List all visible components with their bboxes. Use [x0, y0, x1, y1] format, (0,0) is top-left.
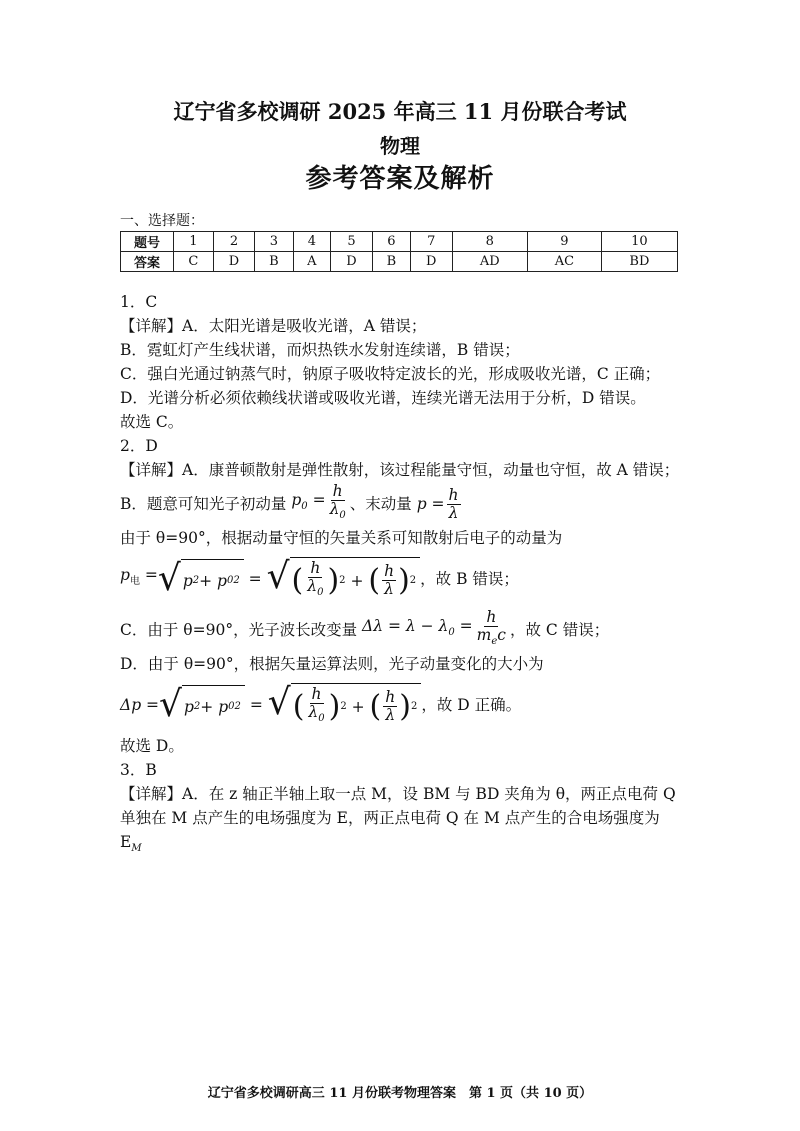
- table-cell: 7: [411, 232, 452, 252]
- table-cell: AC: [528, 252, 602, 272]
- fraction-h-over-mec: $\frac{h}{m_ec}$: [476, 608, 506, 648]
- q2-b-conclusion: ，故 B 错误；: [420, 570, 519, 588]
- q1-explain-c: C．强白光通过钠蒸气时，钠原子吸收特定波长的光，形成吸收光谱，C 正确；: [120, 365, 661, 383]
- q2-explain-d: D．由于 θ=90°，根据矢量运算法则，光子动量变化的大小为: [120, 655, 544, 673]
- answer-key-title: 参考答案及解析: [305, 164, 495, 194]
- answer-table: [120, 231, 678, 272]
- exam-title: 辽宁省多校调研 2025 年高三 11 月份联合考试: [173, 99, 627, 124]
- sqrt-p-sum: √ p 2 + p 0 2: [158, 559, 244, 599]
- q2-explain-c: [120, 608, 680, 652]
- q2-d-conclusion: ，故 D 正确。: [421, 696, 522, 714]
- q2-answer: 2．D: [120, 437, 158, 455]
- row-label-answer: 答案: [121, 252, 174, 272]
- table-cell: 1: [174, 232, 214, 252]
- page-footer: 辽宁省多校调研高三 11 月份联考物理答案 第 1 页（共 10 页）: [207, 1086, 593, 1101]
- table-cell: 9: [528, 232, 602, 252]
- q2-c-prefix: C．由于 θ=90°，光子波长改变量: [120, 621, 358, 639]
- q1-explain-b: B．霓虹灯产生线状谱，而炽热铁水发射连续谱，B 错误；: [120, 341, 520, 359]
- table-cell: 8: [452, 232, 528, 252]
- table-cell: A: [293, 252, 331, 272]
- fraction-h-over-lambda: $\frac{h}{\lambda}$: [448, 485, 459, 522]
- q3-explain-a: 【详解】A．在 z 轴正半轴上取一点 M，设 BM 与 BD 夹角为 θ，两正点电荷 Q 单独在 M 点产生的电场强度为 E，两正点电荷 Q 在 M 点产生的合电场强度为 $E_M$: [120, 785, 676, 855]
- q2-c-conclusion: ，故 C 错误；: [509, 621, 610, 639]
- q2-explain-a: 【详解】A．康普顿散射是弹性散射，该过程能量守恒，动量也守恒，故 A 错误；: [120, 461, 680, 479]
- table-cell: 10: [601, 232, 677, 252]
- q2-delta-p-equation: Δp = √ p 2 + p 0 2 = √ ( $\frac{h}{\lambda_0}$ ) 2 + ( $\frac{h}{\lambda}$ ) 2 ，故 D 正确。: [120, 676, 680, 734]
- q2-electron-momentum-equation: $p_电$ = √ p 2 + p 0 2 = √ ( $\frac{h}{\lambda_0}$ ) 2 + ( $\frac{h}{\lambda}$ ) 2 ，故 B 错误；: [120, 550, 680, 608]
- q1-conclusion: 故选 C。: [120, 413, 184, 431]
- sqrt-fraction-sum: √ ( $\frac{h}{\lambda_0}$ ) 2 + ( $\frac{h}{\lambda}$ ) 2: [267, 557, 421, 601]
- table-cell: D: [331, 252, 372, 272]
- math-p-electron: $p_电$ =: [120, 566, 158, 588]
- table-cell: 3: [255, 232, 293, 252]
- sqrt-fraction-sum: √ ( $\frac{h}{\lambda_0}$ ) 2 + ( $\frac{h}{\lambda}$ ) 2: [268, 683, 422, 727]
- table-cell: B: [372, 252, 410, 272]
- subject-title: 物理: [380, 134, 420, 158]
- table-cell: C: [174, 252, 214, 272]
- row-label-number: 题号: [121, 232, 174, 252]
- math-p0: $p_0$ =: [286, 491, 326, 513]
- sqrt-p-sum: √ p 2 + p 0 2: [159, 685, 245, 725]
- q1-answer: 1．C: [120, 293, 158, 311]
- table-cell: 4: [293, 232, 331, 252]
- q2-b-prefix: B．题意可知光子初动量: [120, 495, 287, 513]
- table-cell: B: [255, 252, 293, 272]
- table-cell: BD: [601, 252, 677, 272]
- table-cell: AD: [452, 252, 528, 272]
- table-cell: 2: [213, 232, 254, 252]
- q3-answer: 3．B: [120, 761, 157, 779]
- section-label: 一、选择题：: [120, 213, 204, 229]
- q2-b-mid: 、末动量: [349, 495, 412, 513]
- answer-row: [121, 252, 678, 272]
- table-cell: 5: [331, 232, 372, 252]
- table-cell: 6: [372, 232, 410, 252]
- q1-explain-a: 【详解】A．太阳光谱是吸收光谱，A 错误；: [120, 317, 427, 335]
- fraction-h-over-lambda0: $\frac{h}{\lambda_0}$: [329, 482, 346, 522]
- table-cell: D: [213, 252, 254, 272]
- q2-conclusion: 故选 D。: [120, 737, 184, 755]
- math-p: p =: [411, 495, 445, 513]
- math-delta-p: Δp =: [120, 696, 160, 714]
- q1-explain-d: D．光谱分析必须依赖线状谱或吸收光谱，连续光谱无法用于分析，D 错误。: [120, 389, 646, 407]
- math-delta-lambda: $\Delta\lambda = \lambda - \lambda_0$ =: [357, 617, 473, 639]
- question-number-row: [121, 232, 678, 252]
- solutions-body: [120, 290, 680, 861]
- q2-explain-b-momentum: [120, 482, 680, 526]
- table-cell: D: [411, 252, 452, 272]
- q2-explain-b-vector: 由于 θ=90°，根据动量守恒的矢量关系可知散射后电子的动量为: [120, 529, 563, 547]
